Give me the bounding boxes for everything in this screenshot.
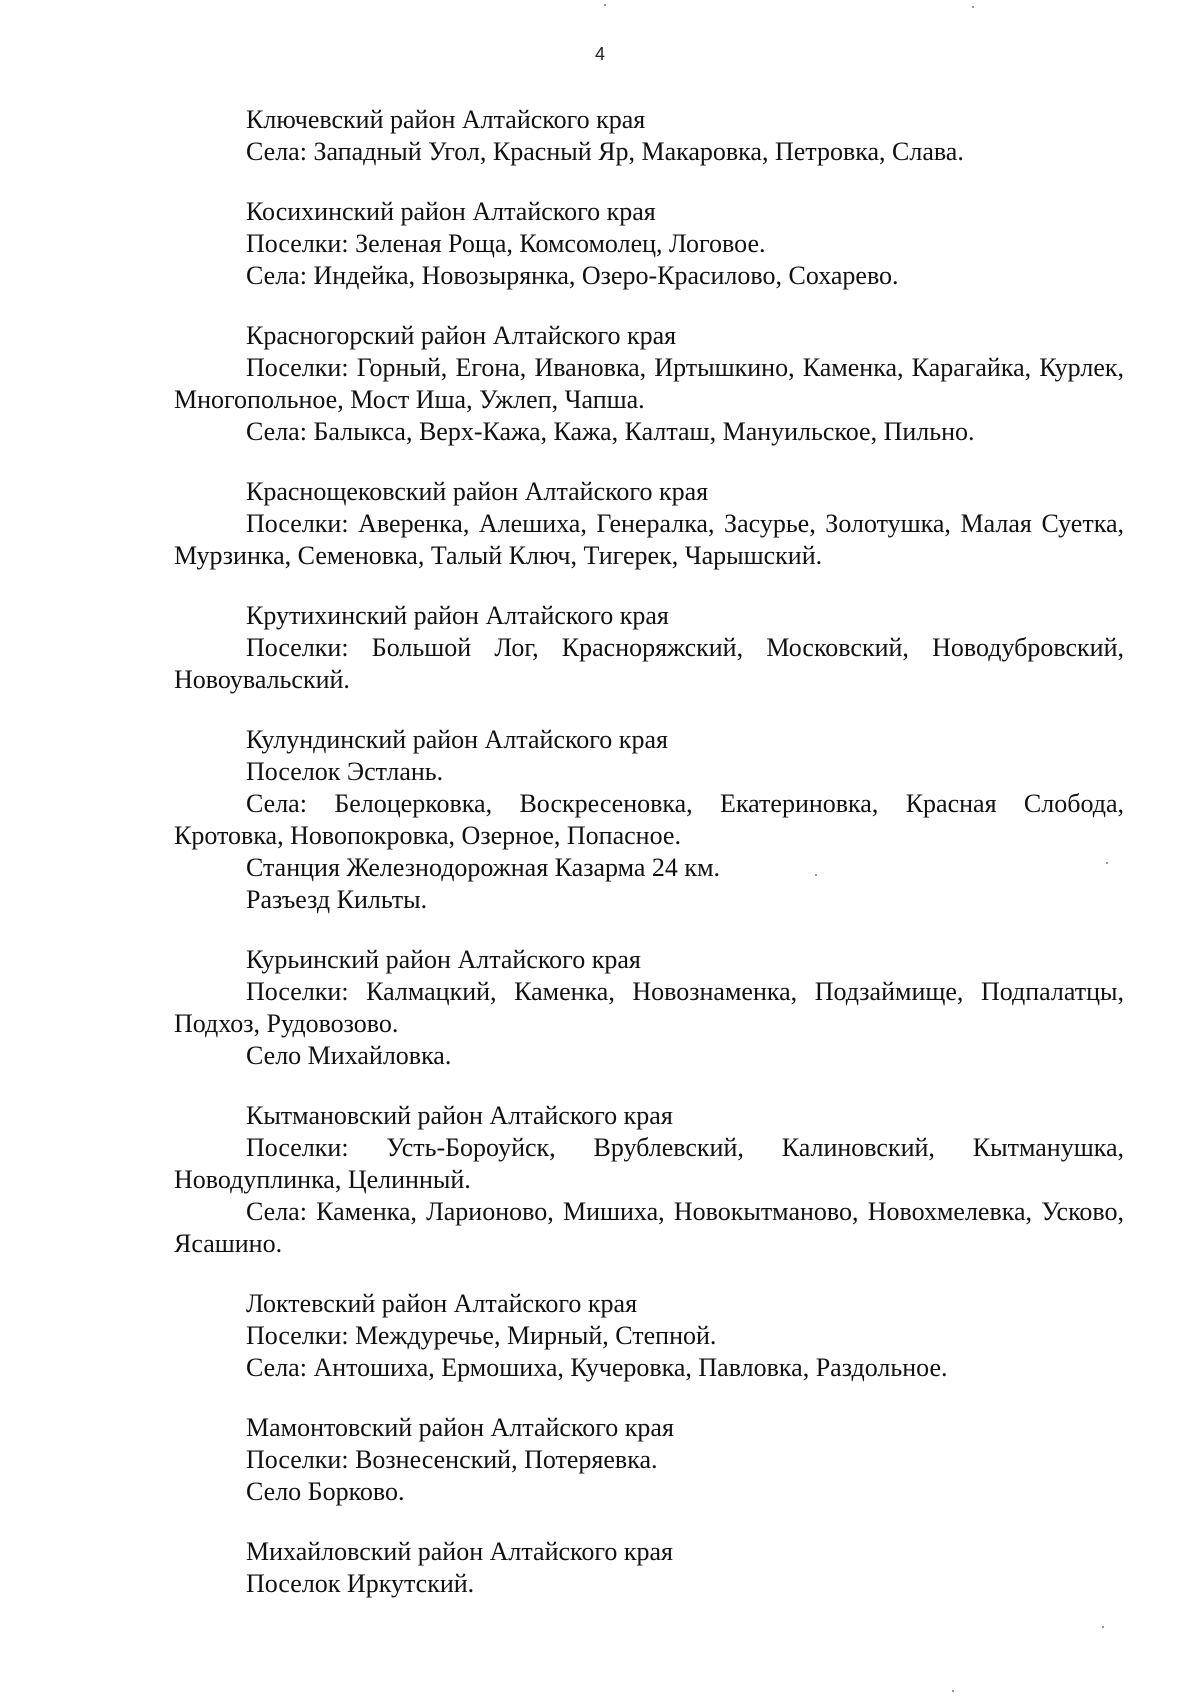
settlement-line: Села: Белоцерковка, Воскресеновка, Екатериновка, Красная Слобода, Кротовка, Новопокровка, Озерное, Попасное. [174, 789, 1124, 850]
district-title: Кытмановский район Алтайского края [246, 1101, 673, 1130]
district-block [174, 724, 1124, 916]
district-title: Мамонтовский район Алтайского края [246, 1413, 674, 1442]
district-block [174, 1412, 1124, 1508]
settlement-line: Села: Западный Угол, Красный Яр, Макаровка, Петровка, Слава. [246, 137, 964, 166]
settlement-line: Поселки: Калмацкий, Каменка, Новознаменка, Подзаймище, Подпалатцы, Подхоз, Рудовозово. [174, 977, 1124, 1038]
page-number: 4 [594, 44, 605, 64]
district-title: Курьинский район Алтайского края [246, 945, 641, 974]
settlement-line: Поселки: Усть-Бороуйск, Врублевский, Калиновский, Кытманушка, Новодуплинка, Целинный. [174, 1133, 1124, 1194]
settlement-line: Поселки: Зеленая Роща, Комсомолец, Логовое. [246, 229, 766, 258]
district-block [174, 476, 1124, 572]
district-title: Локтевский район Алтайского края [246, 1289, 638, 1318]
settlement-line: Поселки: Горный, Егона, Ивановка, Иртышкино, Каменка, Карагайка, Курлек, Многопольное, Мост Иша, Ужлеп, Чапша. [174, 353, 1124, 414]
district-block [174, 944, 1124, 1072]
district-title: Крутихинский район Алтайского края [246, 601, 669, 630]
district-title: Краснощековский район Алтайского края [246, 477, 709, 506]
settlement-line: Поселки: Большой Лог, Красноряжский, Московский, Новодубровский, Новоувальский. [174, 633, 1124, 694]
settlement-line: Поселки: Междуречье, Мирный, Степной. [246, 1321, 717, 1350]
settlement-line: Села: Балыкса, Верх-Кажа, Кажа, Калташ, Мануильское, Пильно. [246, 417, 975, 446]
settlement-line: Разъезд Кильты. [246, 885, 428, 914]
district-title: Красногорский район Алтайского края [246, 321, 677, 350]
settlement-line: Села: Антошиха, Ермошиха, Кучеровка, Павловка, Раздольное. [246, 1353, 948, 1382]
district-block [174, 1288, 1124, 1384]
district-block [174, 600, 1124, 696]
settlement-line: Села: Индейка, Новозырянка, Озеро-Красилово, Сохарево. [246, 261, 899, 290]
settlement-line: Поселок Иркутский. [246, 1569, 475, 1598]
district-title: Косихинский район Алтайского края [246, 197, 656, 226]
district-title: Кулундинский район Алтайского края [246, 725, 668, 754]
scan-speck [815, 874, 817, 876]
scan-speck [952, 1690, 954, 1692]
settlement-line: Село Михайловка. [246, 1041, 452, 1070]
settlement-line: Поселки: Вознесенский, Потеряевка. [246, 1445, 658, 1474]
settlement-line: Поселки: Аверенка, Алешиха, Генералка, Засурье, Золотушка, Малая Суетка, Мурзинка, Семеновка, Талый Ключ, Тигерек, Чарышский. [174, 509, 1124, 570]
district-block [174, 320, 1124, 448]
scan-speck [1102, 1626, 1104, 1628]
settlement-line: Станция Железнодорожная Казарма 24 км. [246, 853, 721, 882]
settlement-line: Села: Каменка, Ларионово, Мишиха, Новокытманово, Новохмелевка, Усково, Ясашино. [174, 1197, 1124, 1258]
scan-speck [972, 6, 974, 8]
district-block [174, 1100, 1124, 1260]
settlement-line: Поселок Эстлань. [246, 757, 444, 786]
district-block [174, 104, 1124, 168]
district-block [174, 1536, 1124, 1600]
district-block [174, 196, 1124, 292]
district-title: Михайловский район Алтайского края [246, 1537, 673, 1566]
district-list [174, 104, 1124, 1628]
settlement-line: Село Борково. [246, 1477, 405, 1506]
scan-speck [604, 4, 606, 6]
district-title: Ключевский район Алтайского края [246, 105, 646, 134]
scan-speck [1106, 862, 1108, 864]
